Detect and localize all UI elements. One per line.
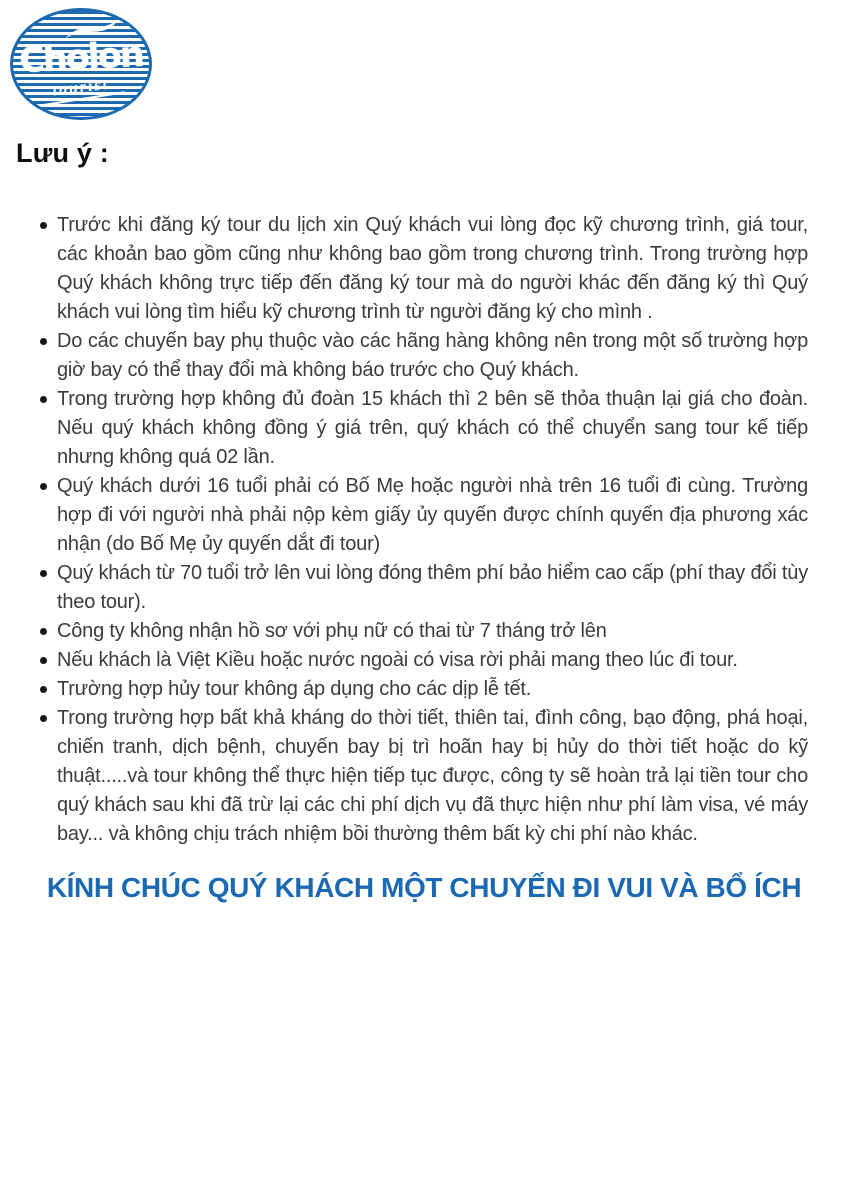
note-text: Trước khi đăng ký tour du lịch xin Quý khách vui lòng đọc kỹ chương trình, giá tour, các khoản bao gồm cũng như không bao gồm trong chương trình. Trong trường hợp Quý khách không trực tiếp đến đăng ký tour mà do người khác đến đăng ký thì Quý khách vui lòng tìm hiểu kỹ chương trình từ người đăng ký cho mình . (57, 214, 808, 323)
bullet-dot-icon (40, 628, 47, 635)
logo-brand-text: Cholon (18, 34, 144, 82)
bullet-dot-icon (40, 338, 47, 345)
bullet-dot-icon (40, 686, 47, 693)
list-item (40, 385, 808, 472)
bullet-dot-icon (40, 570, 47, 577)
notes-list (40, 211, 808, 849)
list-item (40, 559, 808, 617)
bullet-dot-icon (40, 396, 47, 403)
list-item (40, 646, 808, 675)
note-text: Nếu khách là Việt Kiều hoặc nước ngoài có visa rời phải mang theo lúc đi tour. (57, 649, 738, 671)
bullet-dot-icon (40, 715, 47, 722)
note-text: Công ty không nhận hồ sơ với phụ nữ có thai từ 7 tháng trở lên (57, 620, 607, 642)
bullet-dot-icon (40, 483, 47, 490)
note-text: Trong trường hợp không đủ đoàn 15 khách thì 2 bên sẽ thỏa thuận lại giá cho đoàn. Nếu quý khách không đồng ý giá trên, quý khách có thể chuyển sang tour kế tiếp nhưng không quá 02 lần. (57, 388, 808, 468)
logo-tourist-text: tourist (9, 70, 153, 108)
closing-wish: KÍNH CHÚC QUÝ KHÁCH MỘT CHUYẾN ĐI VUI VÀ BỔ ÍCH (46, 872, 802, 903)
list-item (40, 617, 808, 646)
list-item (40, 704, 808, 849)
list-item (40, 211, 808, 327)
list-item (40, 675, 808, 704)
list-item (40, 472, 808, 559)
note-text: Quý khách dưới 16 tuổi phải có Bố Mẹ hoặc người nhà trên 16 tuổi đi cùng. Trường hợp đi với người nhà phải nộp kèm giấy ủy quyến được chính quyến địa phương xác nhận (do Bố Mẹ ủy quyến dắt đi tour) (57, 475, 808, 555)
note-text: Do các chuyến bay phụ thuộc vào các hãng hàng không nên trong một số trường hợp giờ bay có thể thay đổi mà không báo trước cho Quý khách. (57, 330, 808, 381)
list-item (40, 327, 808, 385)
note-text: Trong trường hợp bất khả kháng do thời tiết, thiên tai, đình công, bạo động, phá hoại, chiến tranh, dịch bệnh, chuyến bay bị trì hoãn hay bị hủy do thời tiết hoặc do kỹ thuật.....và tour không thể thực hiện tiếp tục được, công ty sẽ hoàn trả lại tiền tour cho quý khách sau khi đã trừ lại các chi phí dịch vụ đã thực hiện như phí làm visa, vé máy bay... và không chịu trách nhiệm bồi thường thêm bất kỳ chi phí nào khác. (57, 707, 808, 845)
note-text: Trường hợp hủy tour không áp dụng cho các dịp lễ tết. (57, 678, 532, 700)
cholon-tourist-logo (10, 8, 152, 120)
note-text: Quý khách từ 70 tuổi trở lên vui lòng đóng thêm phí bảo hiểm cao cấp (phí thay đổi tùy theo tour). (57, 562, 808, 613)
bullet-dot-icon (40, 657, 47, 664)
bullet-dot-icon (40, 222, 47, 229)
notes-heading: Lưu ý : (16, 138, 109, 168)
